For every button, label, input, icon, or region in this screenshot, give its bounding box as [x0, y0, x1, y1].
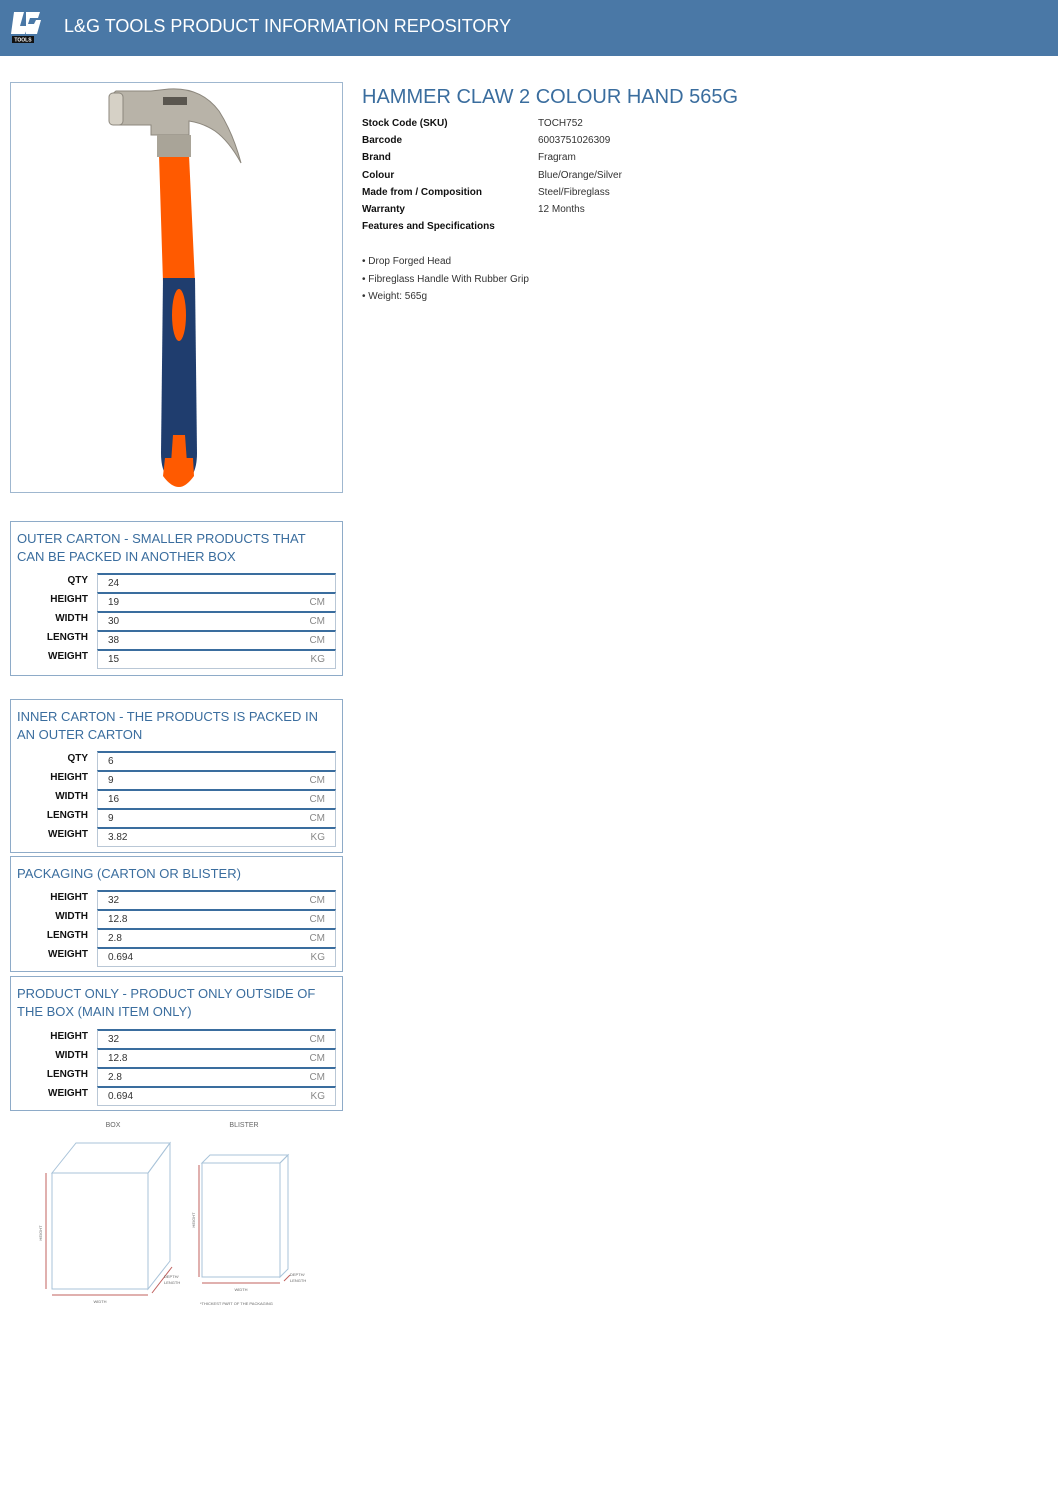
outer-carton-panel — [10, 521, 343, 676]
value-field — [97, 611, 336, 631]
row-value: 6 — [108, 756, 114, 767]
row-label: LENGTH — [46, 930, 88, 941]
value-field — [97, 808, 336, 828]
row-label: HEIGHT — [50, 772, 88, 783]
row-value: 2.8 — [108, 1072, 122, 1083]
row-unit: CM — [309, 616, 325, 627]
outer-row-weight — [11, 649, 342, 668]
blister-label: BLISTER — [229, 1122, 259, 1129]
blister-depth-label-2: LENGTH — [290, 1278, 307, 1283]
inner-row-qty — [11, 751, 342, 770]
row-value: 15 — [108, 654, 120, 665]
inner-row-length — [11, 808, 342, 827]
row-label: QTY — [67, 753, 88, 764]
row-label: WIDTH — [55, 911, 88, 922]
product-only-panel — [10, 976, 343, 1111]
panel-title: PACKAGING (CARTON OR BLISTER) — [17, 866, 241, 881]
outer-row-width — [11, 611, 342, 630]
spec-label: Features and Specifications — [362, 221, 495, 233]
box-width-label: WIDTH — [93, 1299, 107, 1304]
row-value: 12.8 — [108, 914, 128, 925]
packaging-row-height — [11, 890, 342, 909]
panel-title: PRODUCT ONLY - PRODUCT ONLY OUTSIDE OF THE BOX (MAIN ITEM ONLY) — [17, 986, 316, 1019]
outer-row-height — [11, 592, 342, 611]
row-unit: CM — [309, 914, 325, 925]
product-row-length — [11, 1067, 342, 1086]
row-value: 16 — [108, 794, 120, 805]
value-field — [97, 649, 336, 669]
spec-value: Steel/Fibreglass — [538, 186, 610, 198]
row-label: WIDTH — [55, 1050, 88, 1061]
value-field — [97, 1029, 336, 1049]
spec-label: Brand — [362, 152, 391, 164]
row-value: 3.82 — [108, 832, 128, 843]
row-label: HEIGHT — [50, 1031, 88, 1042]
row-value: 19 — [108, 597, 120, 608]
product-image-frame — [10, 82, 343, 493]
row-label: WEIGHT — [48, 1088, 88, 1099]
inner-row-height — [11, 770, 342, 789]
row-unit: CM — [309, 794, 325, 805]
inner-row-width — [11, 789, 342, 808]
dimension-diagram — [30, 1115, 330, 1315]
row-value: 0.694 — [108, 952, 134, 963]
packaging-panel — [10, 856, 343, 972]
panel-title: INNER CARTON - THE PRODUCTS IS PACKED IN AN OUTER CARTON — [17, 709, 318, 742]
row-value: 0.694 — [108, 1091, 134, 1102]
row-value: 32 — [108, 1034, 120, 1045]
spec-value: 6003751026309 — [538, 135, 611, 147]
row-unit: CM — [309, 895, 325, 906]
spec-value: Blue/Orange/Silver — [538, 169, 622, 181]
value-field — [97, 928, 336, 948]
row-label: WIDTH — [55, 613, 88, 624]
row-unit: CM — [309, 1034, 325, 1045]
row-label: LENGTH — [46, 632, 88, 643]
value-field — [97, 890, 336, 910]
row-label: LENGTH — [46, 1069, 88, 1080]
row-label: LENGTH — [46, 810, 88, 821]
product-row-weight — [11, 1086, 342, 1105]
row-label: WIDTH — [55, 791, 88, 802]
row-value: 9 — [108, 813, 114, 824]
row-unit: KG — [310, 654, 325, 665]
value-field — [97, 573, 336, 593]
value-field — [97, 751, 336, 771]
spec-value: Fragram — [538, 152, 576, 164]
spec-value: TOCH752 — [538, 118, 583, 129]
value-field — [97, 909, 336, 929]
feature-item: • Fibreglass Handle With Rubber Grip — [362, 273, 529, 285]
row-unit: CM — [309, 775, 325, 786]
row-unit: CM — [309, 813, 325, 824]
blister-height-label: HEIGHT — [191, 1212, 196, 1228]
row-unit: CM — [309, 1053, 325, 1064]
packaging-row-weight — [11, 947, 342, 966]
box-depth-label-2: LENGTH — [164, 1280, 181, 1285]
row-label: HEIGHT — [50, 594, 88, 605]
panel-title: OUTER CARTON - SMALLER PRODUCTS THAT CAN BE PACKED IN ANOTHER BOX — [17, 531, 306, 564]
box-label: BOX — [105, 1122, 121, 1129]
svg-text:TOOLS: TOOLS — [14, 37, 32, 44]
row-unit: CM — [309, 597, 325, 608]
row-unit: KG — [310, 832, 325, 843]
spec-label: Stock Code (SKU) — [362, 118, 448, 129]
value-field — [97, 1086, 336, 1106]
outer-row-length — [11, 630, 342, 649]
row-label: WEIGHT — [48, 949, 88, 960]
row-value: 9 — [108, 775, 114, 786]
product-title: HAMMER CLAW 2 COLOUR HAND 565G — [362, 86, 738, 108]
row-label: WEIGHT — [48, 829, 88, 840]
row-value: 30 — [108, 616, 120, 627]
value-field — [97, 592, 336, 612]
row-label: WEIGHT — [48, 651, 88, 662]
box-depth-label-1: DEPTH/ — [164, 1274, 179, 1279]
blister-depth-label-1: DEPTH/ — [290, 1272, 305, 1277]
value-field — [97, 789, 336, 809]
outer-row-qty — [11, 573, 342, 592]
value-field — [97, 1048, 336, 1068]
row-value: 38 — [108, 635, 120, 646]
row-value: 2.8 — [108, 933, 122, 944]
row-unit: CM — [309, 933, 325, 944]
row-unit: CM — [309, 635, 325, 646]
row-value: 24 — [108, 578, 120, 589]
feature-item: • Weight: 565g — [362, 291, 428, 302]
packaging-row-width — [11, 909, 342, 928]
blister-note: *THICKEST PART OF THE PACKAGING — [200, 1301, 273, 1306]
page-header — [0, 0, 1058, 56]
spec-label: Colour — [362, 169, 395, 181]
value-field — [97, 1067, 336, 1087]
row-value: 12.8 — [108, 1053, 128, 1064]
row-label: HEIGHT — [50, 892, 88, 903]
value-field — [97, 827, 336, 847]
product-row-width — [11, 1048, 342, 1067]
lg-tools-logo — [8, 10, 42, 46]
row-unit: KG — [310, 1091, 325, 1102]
row-unit: CM — [309, 1072, 325, 1083]
packaging-row-length — [11, 928, 342, 947]
feature-item: • Drop Forged Head — [362, 256, 452, 267]
spec-value: 12 Months — [538, 203, 585, 215]
value-field — [97, 770, 336, 790]
value-field — [97, 630, 336, 650]
blister-width-label: WIDTH — [234, 1287, 248, 1292]
feature-list — [362, 256, 529, 309]
header-title: L&G TOOLS PRODUCT INFORMATION REPOSITORY — [64, 16, 512, 36]
inner-carton-panel — [10, 699, 343, 853]
product-row-height — [11, 1029, 342, 1048]
row-label: QTY — [67, 575, 88, 586]
row-value: 32 — [108, 895, 120, 906]
spec-label: Made from / Composition — [362, 186, 482, 198]
spec-label: Barcode — [362, 135, 403, 147]
value-field — [97, 947, 336, 967]
hammer-image — [11, 83, 342, 492]
box-height-label: HEIGHT — [38, 1225, 43, 1241]
inner-row-weight — [11, 827, 342, 846]
row-unit: KG — [310, 952, 325, 963]
spec-label: Warranty — [362, 203, 405, 215]
